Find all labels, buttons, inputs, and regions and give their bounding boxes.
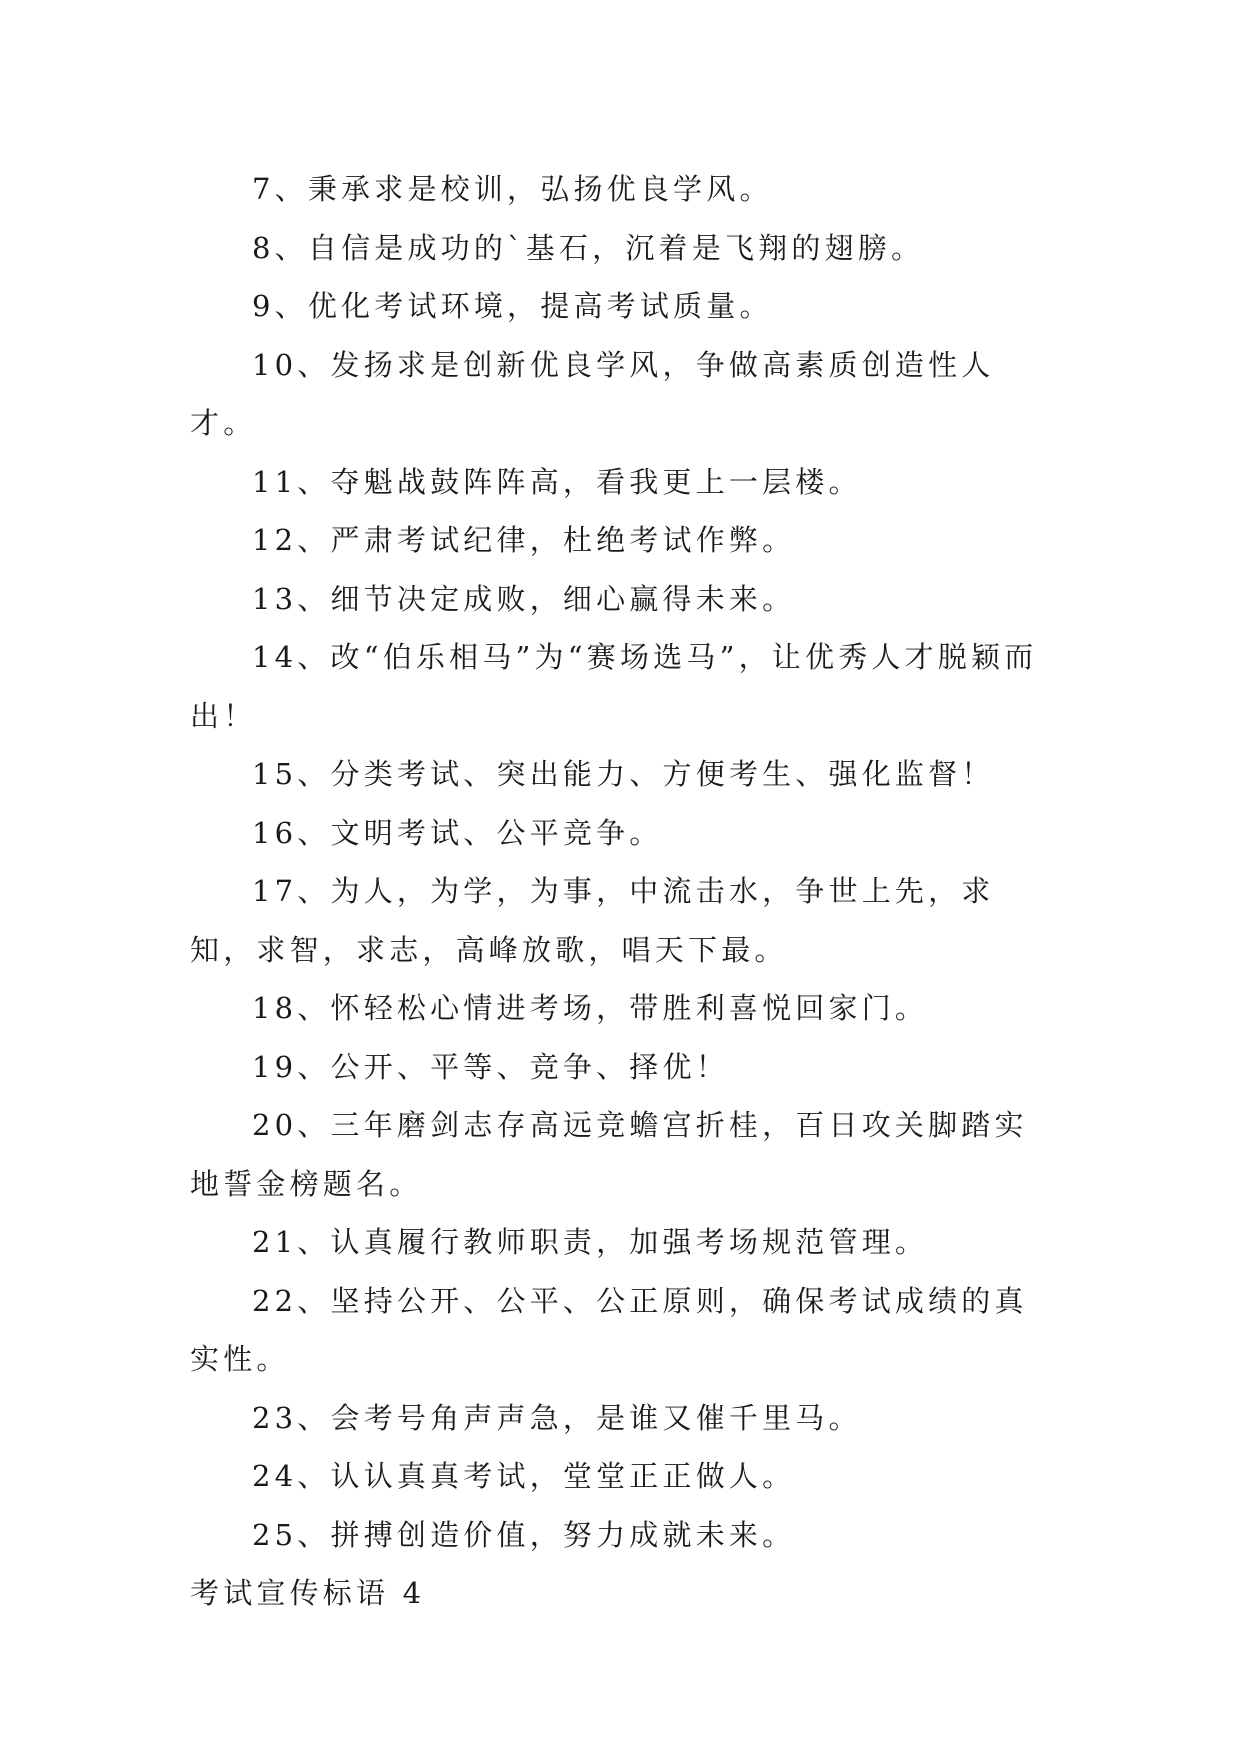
slogan-item-18: 18、怀轻松心情进考场，带胜利喜悦回家门。	[252, 991, 929, 1025]
slogan-item-22: 22、坚持公开、公平、公正原则，确保考试成绩的真实性。	[190, 1283, 1028, 1376]
slogan-item-12: 12、严肃考试纪律，杜绝考试作弊。	[252, 523, 796, 557]
slogan-item-8: 8、自信是成功的`基石，沉着是飞翔的翅膀。	[252, 230, 925, 265]
slogan-item-9: 9、优化考试环境，提高考试质量。	[252, 289, 773, 323]
slogan-item-21: 21、认真履行教师职责，加强考场规范管理。	[252, 1225, 929, 1259]
slogan-item-25: 25、拼搏创造价值，努力成就未来。	[252, 1517, 796, 1552]
slogan-list	[190, 160, 1050, 1623]
slogan-item-7: 7、秉承求是校训，弘扬优良学风。	[252, 172, 773, 206]
slogan-item-13: 13、细节决定成败，细心赢得未来。	[252, 581, 796, 616]
slogan-item-14: 14、改“伯乐相马”为“赛场选马”，让优秀人才脱颖而出！	[190, 640, 1038, 733]
slogan-item-15: 15、分类考试、突出能力、方便考生、强化监督！	[252, 757, 995, 791]
slogan-item-19: 19、公开、平等、竞争、择优！	[252, 1049, 729, 1084]
slogan-item-10: 10、发扬求是创新优良学风，争做高素质创造性人才。	[190, 347, 995, 440]
slogan-item-23: 23、会考号角声声急，是谁又催千里马。	[252, 1400, 862, 1435]
slogan-item-11: 11、夺魁战鼓阵阵高，看我更上一层楼。	[252, 464, 862, 499]
slogan-item-24: 24、认认真真考试，堂堂正正做人。	[252, 1459, 796, 1493]
slogan-item-17: 17、为人，为学，为事，中流击水，争世上先，求知，求智，求志，高峰放歌，唱天下最。	[190, 874, 995, 967]
section-heading: 考试宣传标语 4	[190, 1576, 426, 1610]
slogan-item-16: 16、文明考试、公平竞争。	[252, 815, 663, 850]
slogan-item-20: 20、三年磨剑志存高远竞蟾宫折桂，百日攻关脚踏实地誓金榜题名。	[190, 1108, 1028, 1201]
